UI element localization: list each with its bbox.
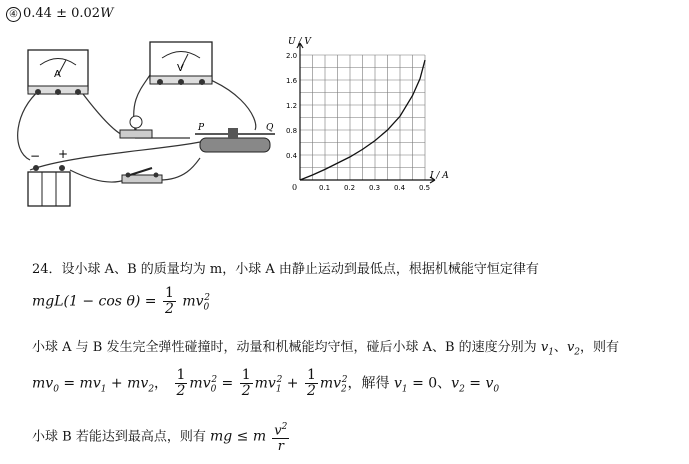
x-tick-label: 0.2 [344,184,356,192]
line5-num-sup: 2 [281,422,288,432]
answer-value: 0.44 ± 0.02 [23,6,101,21]
eq1-fraction [163,286,176,317]
eq1-rhs-sup: 2 [204,292,210,303]
line3-v1: v [540,340,549,355]
q24-line3 [32,336,619,358]
rheostat [195,123,275,152]
eq2-res1: v [393,375,402,392]
axes [297,43,435,183]
eq2-mv0-sub: 0 [210,384,217,395]
eq1-frac-den: 2 [164,301,174,317]
x-axis-label: I / A [430,171,449,181]
eq2-frac2-den: 2 [241,383,251,399]
eq2-comma: ， [154,375,169,392]
switch [122,168,162,183]
line3-v2-sub: 2 [574,347,581,358]
y-tick-label: 0.4 [286,152,298,160]
eq2-eq: = [217,375,238,392]
y-tick-label: 1.2 [286,102,298,110]
line3-v1-sub: 1 [548,347,554,358]
eq2-mv1: mv [254,375,276,392]
line3-v2: v [566,340,575,355]
ui-graph [282,30,452,200]
answer-line [6,6,113,22]
eq2-b-sub: 1 [100,384,107,395]
y-axis-label: U / V [288,37,311,47]
y-tick-label: 1.6 [286,77,298,85]
eq2-c: + mv [106,375,149,392]
ammeter-label: A [54,69,61,80]
eq2-frac-2 [240,368,253,399]
eq2-res2-eq: = v [464,375,494,392]
y-tick-label: 2.0 [286,52,298,60]
line3-sep: 、 [553,340,567,355]
eq2-c-sub: 2 [148,384,155,395]
line5-lhs: mg ≤ m [209,428,267,445]
eq1-lhs: mgL(1 − cos θ) = [32,293,157,310]
circuit-diagram [10,30,285,215]
x-tick-label: 0.4 [394,184,406,192]
eq2-solve: ，解得 [347,375,390,392]
eq2-mv0-sup: 2 [211,374,218,385]
eq2-mv2-sub: 2 [341,384,347,395]
wire [30,142,200,170]
eq2-frac1-num: 1 [176,367,186,383]
q24-eq2 [32,368,499,399]
wire [160,158,200,180]
eq1-rhs: mv [182,293,204,310]
line3-text: 小球 A 与 B 发生完全弹性碰撞时，动量和机械能均守恒，碰后小球 A、B 的速度分别为 [32,340,537,355]
line5-num: v [274,423,282,439]
line5-text: 小球 B 若能达到最高点，则有 [32,429,206,445]
x-tick-label: 0.1 [319,184,331,192]
wire [80,90,130,136]
battery-minus-label: − [30,149,41,163]
x-tick-label: 0.5 [419,184,431,192]
rheostat-q-label: Q [266,123,274,133]
eq2-res1-val: = 0、 [407,375,452,392]
eq2-res2: v [451,375,460,392]
battery [28,147,70,206]
eq2-frac3-den: 2 [306,383,316,399]
voltmeter [150,42,212,85]
battery-plus-label: + [58,147,69,161]
eq1-rhs-sub: 0 [203,302,210,313]
eq2-frac1-den: 2 [176,383,186,399]
line5-fraction [272,420,289,454]
answer-unit: W [100,6,114,21]
eq2-mv0: mv [189,375,211,392]
line5-den: r [277,439,284,455]
q24-eq1 [32,286,210,317]
answer-marker: ④ [6,7,21,22]
rheostat-p-label: P [198,123,205,133]
line3-tail: ，则有 [580,340,620,355]
q24-line1: 24．设小球 A、B 的质量均为 m，小球 A 由静止运动到最低点，根据机械能守恒定律有 [32,262,539,277]
eq2-mv2: mv [319,375,342,392]
eq2-a: mv [32,375,54,392]
eq2-res1-sub: 1 [401,384,408,395]
eq2-mv1-sub: 1 [275,384,282,395]
eq2-a-sub: 0 [53,384,59,395]
voltmeter-label: V [177,63,184,74]
eq2-b: = mv [58,375,101,392]
eq2-frac3-num: 1 [306,367,316,383]
eq2-mv2-sup: 2 [341,374,348,385]
wire [70,170,125,182]
eq2-frac2-num: 1 [241,367,251,383]
eq2-plus: + [282,375,303,392]
x-tick-label: 0.3 [369,184,381,192]
eq1-frac-num: 1 [164,285,174,301]
y-tick-label: 0.8 [286,127,298,135]
eq2-frac-3 [305,368,318,399]
lamp [120,116,152,138]
eq2-frac-1 [175,368,188,399]
eq2-res2-rsub: 0 [493,384,500,395]
origin-label: 0 [292,183,298,192]
eq2-mv1-sup: 2 [276,374,283,385]
q24-line5 [32,420,291,454]
eq2-res2-sub: 2 [459,384,465,395]
ammeter [28,50,88,95]
